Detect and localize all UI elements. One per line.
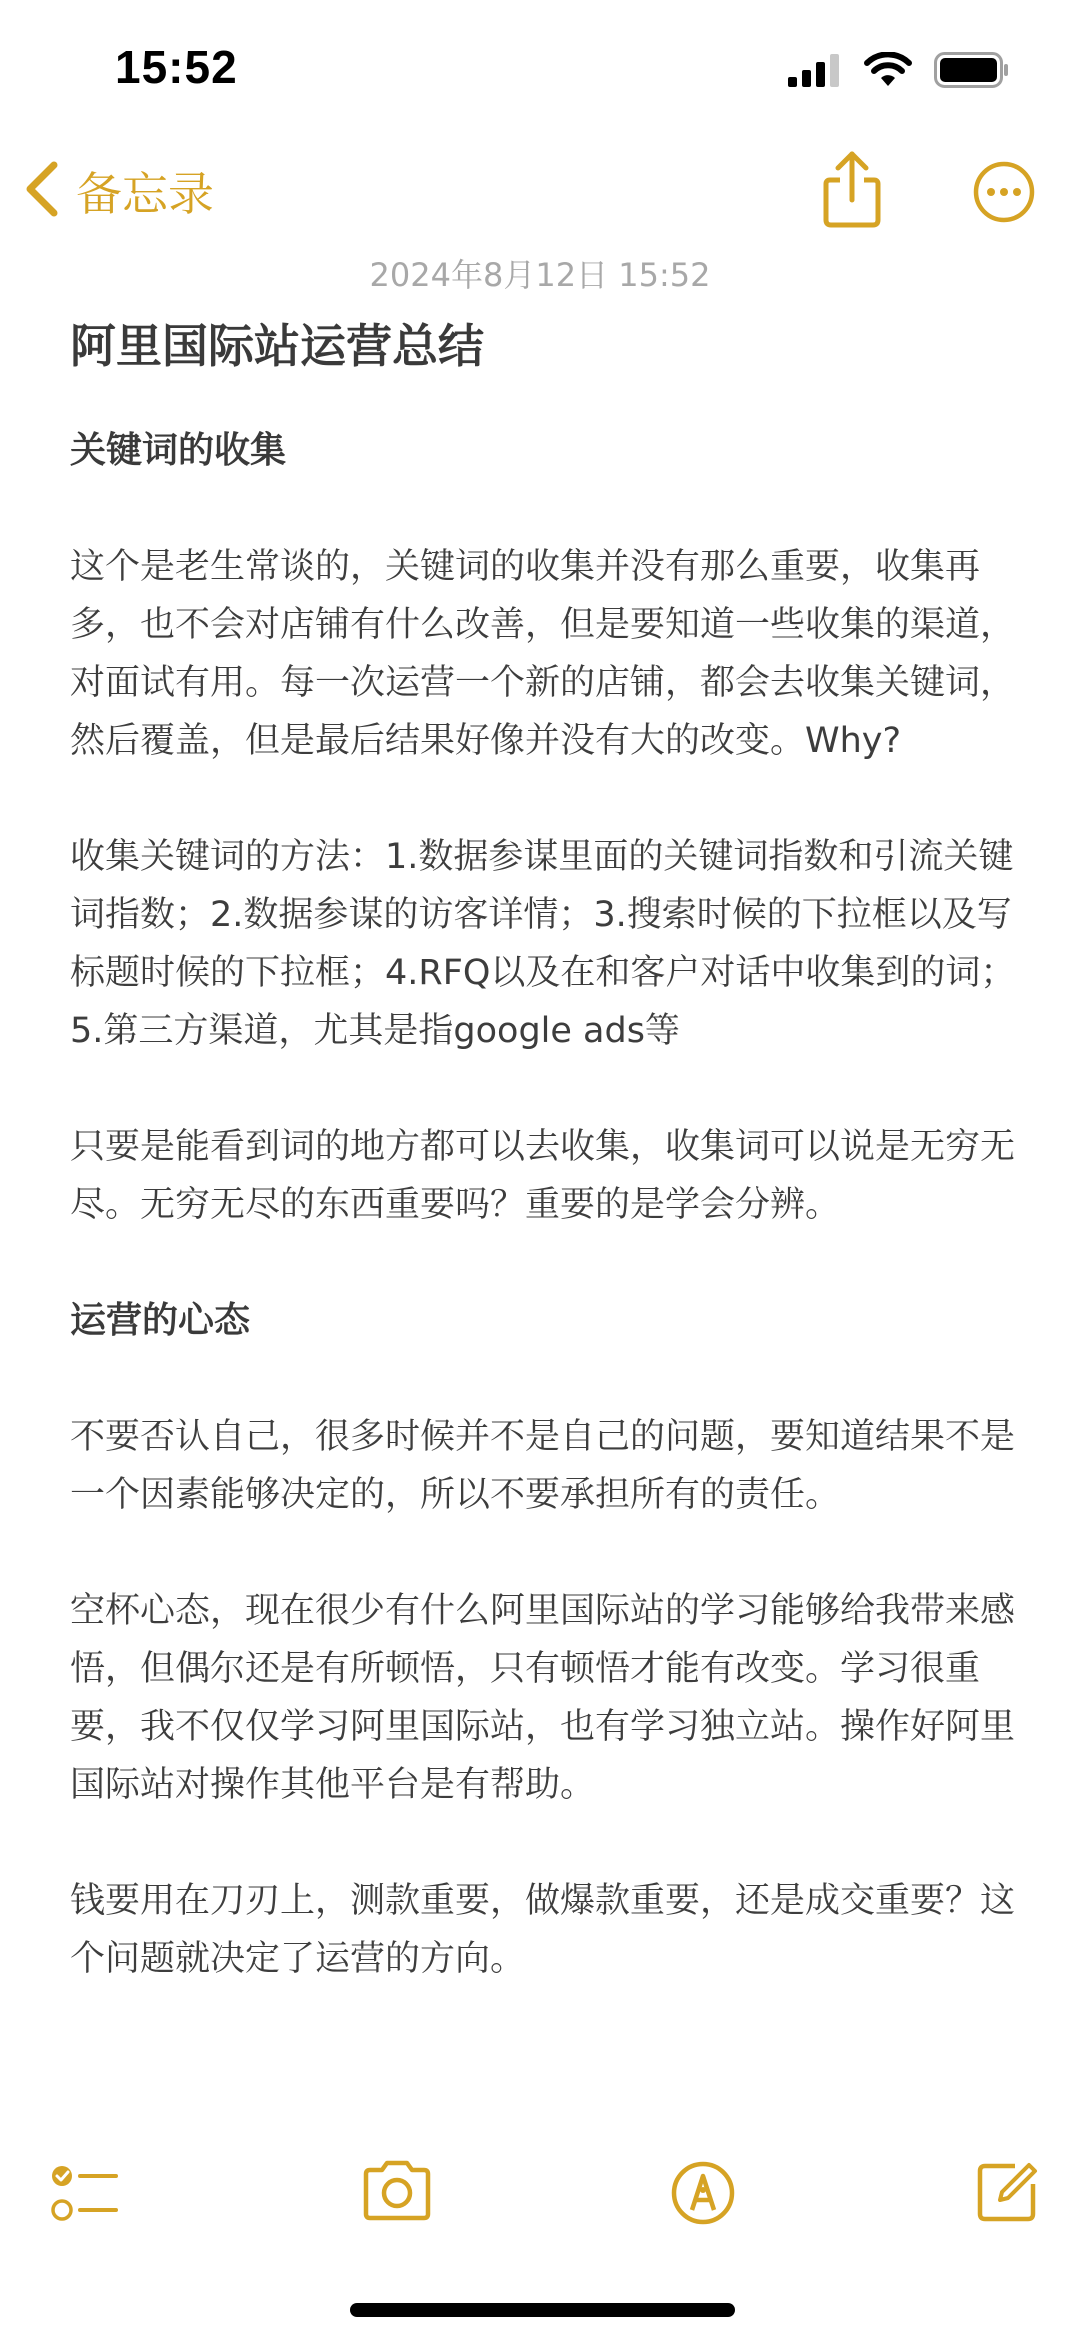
checklist-icon bbox=[50, 2215, 120, 2234]
nav-bar bbox=[0, 150, 1080, 240]
back-label: 备忘录 bbox=[76, 167, 214, 221]
bottom-toolbar bbox=[0, 2140, 1080, 2260]
battery-icon bbox=[934, 52, 1010, 92]
status-time: 15:52 bbox=[115, 41, 238, 93]
share-icon bbox=[820, 215, 884, 234]
compose-button[interactable] bbox=[975, 2160, 1039, 2228]
compose-icon bbox=[975, 2209, 1039, 2228]
markup-button[interactable] bbox=[670, 2160, 736, 2230]
status-bar bbox=[0, 0, 1080, 140]
ellipsis-circle-icon bbox=[972, 209, 1036, 228]
paragraph: 不要否认自己，很多时候并不是自己的问题，要知道结果不是一个因素能够决定的，所以不要承担所有的责任。 bbox=[70, 1417, 1016, 1515]
checklist-button[interactable] bbox=[50, 2160, 120, 2234]
note-date: 2024年8月12日 15:52 bbox=[369, 256, 711, 294]
chevron-left-icon bbox=[22, 159, 62, 223]
note-title: 阿里国际站运营总结 bbox=[70, 319, 484, 373]
status-icons bbox=[788, 52, 1010, 92]
home-indicator[interactable] bbox=[350, 2303, 735, 2317]
camera-button[interactable] bbox=[360, 2160, 434, 2226]
cellular-signal-icon bbox=[788, 53, 842, 91]
paragraph: 空杯心态，现在很少有什么阿里国际站的学习能够给我带来感悟，但偶尔还是有所顿悟，只有顿悟才能有改变。学习很重要，我不仅仅学习阿里国际站，也有学习独立站。操作好阿里国际站对操作其他平台是有帮助。 bbox=[70, 1591, 1016, 1805]
paragraph: 钱要用在刀刃上，测款重要，做爆款重要，还是成交重要？这个问题就决定了运营的方向。 bbox=[70, 1881, 1016, 1979]
back-button[interactable] bbox=[22, 158, 214, 224]
paragraph: 这个是老生常谈的，关键词的收集并没有那么重要，收集再多，也不会对店铺有什么改善，但是要知道一些收集的渠道，对面试有用。每一次运营一个新的店铺，都会去收集关键词，然后覆盖，但是最后结果好像并没有大的改变。Why? bbox=[70, 547, 1016, 761]
camera-icon bbox=[360, 2207, 434, 2226]
more-options-button[interactable] bbox=[972, 160, 1036, 228]
paragraph: 收集关键词的方法：1.数据参谋里面的关键词指数和引流关键词指数；2.数据参谋的访客详情；3.搜索时候的下拉框以及写标题时候的下拉框；4.RFQ以及在和客户对话中收集到的词；5.第三方渠道，尤其是指google ads等 bbox=[70, 837, 1016, 1051]
paragraph: 只要是能看到词的地方都可以去收集，收集词可以说是无穷无尽。无穷无尽的东西重要吗？重要的是学会分辨。 bbox=[70, 1127, 1016, 1225]
pen-tip-circle-icon bbox=[670, 2211, 736, 2230]
note-body[interactable] bbox=[70, 310, 1020, 2046]
section-heading: 运营的心态 bbox=[70, 1300, 251, 1341]
wifi-icon bbox=[864, 52, 912, 92]
section-heading: 关键词的收集 bbox=[70, 430, 287, 471]
share-button[interactable] bbox=[820, 150, 884, 234]
